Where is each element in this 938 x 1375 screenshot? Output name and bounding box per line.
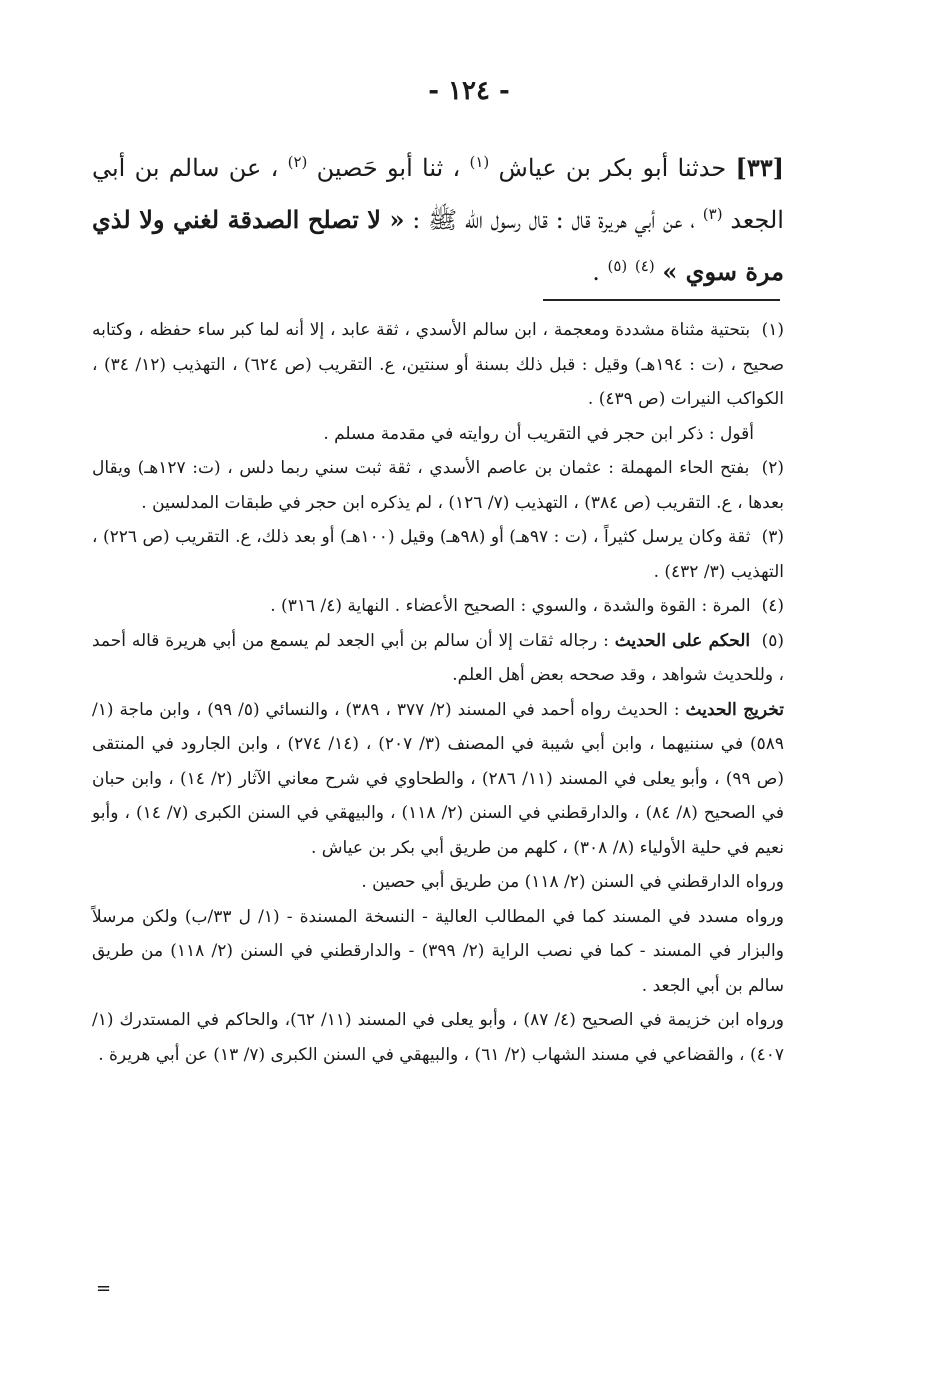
footnote-marker: (١) xyxy=(761,320,784,340)
footnote-marker: (٥) xyxy=(761,630,785,651)
footnote-5 xyxy=(92,624,784,693)
footnote-text: أقول : ذكر ابن حجر في التقريب أن روايته في مقدمة مسلم . xyxy=(323,423,754,444)
footnote-text: بتحتية مثناة مشددة ومعجمة ، ابن سالم الأسدي ، ثقة عابد ، إلا أنه لما كبر ساء حفظه ، وكتابه صحيح ، (ت : ١٩٤هـ) وقيل : قبل ذلك بسنة أو سنتين، ع. التقريب (ص ٦٢٤) ، التهذيب (١٢/ ٣٤) ، الكواكب النيرات (ص ٤٣٩) . xyxy=(92,320,784,409)
footnote-ref: (٢) xyxy=(287,153,308,171)
takhrij-heading: تخريج الحديث xyxy=(685,699,784,720)
footnote-marker: (٢) xyxy=(761,458,784,478)
page-number: - ١٢٤ - xyxy=(428,76,510,106)
hadith-quote: « لا تصلح الصدقة لغني ولا لذي مرة سوي » xyxy=(92,205,784,286)
takhrij-paragraph xyxy=(92,693,784,866)
footnote-heading: الحكم على الحديث xyxy=(614,630,751,651)
takhrij-paragraph xyxy=(92,865,784,900)
footnote-ref: (٤) xyxy=(634,257,655,275)
footnote-ref: (٣) xyxy=(702,205,723,223)
footnote-text: ورواه مسدد في المسند كما في المطالب العالية - النسخة المسندة - (١/ ل ٣٣/ب) ولكن مرسلاً والبزار في المسند - كما في نصب الراية (٢/ ٣٩٩) - والدارقطني في السنن (٢/ ١١٨) من طريق سالم بن أبي الجعد . xyxy=(92,906,784,996)
footnote-2 xyxy=(92,451,784,520)
footnote-marker: (٤) xyxy=(761,596,784,616)
footnote-ref: (٥) xyxy=(607,257,628,275)
hadith-text-part: حدثنا أبو بكر بن عياش xyxy=(498,154,727,182)
footnote-text: بفتح الحاء المهملة : عثمان بن عاصم الأسدي ، ثقة ثبت سني ربما دلس ، (ت: ١٢٧هـ) ويقال بعدها ، ع. التقريب (ص ٣٨٤) ، التهذيب (٧/ ١٢٦) ، لم يذكره ابن حجر في طبقات المدلسين . xyxy=(92,458,784,513)
footnote-text: : الحديث رواه أحمد في المسند (٢/ ٣٧٧ ، ٣٨٩) ، والنسائي (٥/ ٩٩) ، وابن ماجة (١/ ٥٨٩) في سننيهما ، وابن أبي شيبة في المصنف (٣/ ٢٠٧) ، (١٤/ ٢٧٤) ، وابن الجارود في المنتقى (ص ٩٩) ، وأبو يعلى في المسند (١١/ ٢٨٦) ، والطحاوي في شرح معاني الآثار (٢/ ١٤) ، وابن حبان في الصحيح (٨/ ٨٤) ، والدارقطني في السنن (٢/ ١١٨) ، والبيهقي في السنن الكبرى (٧/ ١٤) ، وأبو نعيم في حلية الأولياء (٨/ ٣٠٨) ، كلهم من طريق أبي بكر بن عياش . xyxy=(92,699,784,858)
hadith-number: [٣٣] xyxy=(735,153,784,182)
hadith-text-part: ، عن سالم بن أبي الجعد xyxy=(92,154,784,234)
footnote-1 xyxy=(92,313,784,417)
footnote-1-remark xyxy=(92,417,784,452)
hadith-text-part: ، عن أبي هريرة قال : قال رسول الله ﷺ : xyxy=(412,206,695,234)
footnote-4 xyxy=(92,589,784,624)
footnote-marker: (٣) xyxy=(761,527,785,547)
takhrij-paragraph xyxy=(92,1003,784,1072)
footnote-ref: (١) xyxy=(469,153,490,171)
footnote-text: ثقة وكان يرسل كثيراً ، (ت : ٩٧هـ) أو (٩٨هـ) وقيل (١٠٠هـ) أو بعد ذلك، ع. التقريب (ص ٢٢٦) ، التهذيب (٣/ ٤٣٢) . xyxy=(92,527,784,582)
hadith-text-part: ، ثنا أبو حَصين xyxy=(316,154,461,182)
footnote-3 xyxy=(92,520,784,589)
footnotes xyxy=(92,313,784,1072)
hadith-end: . xyxy=(592,258,600,286)
footnote-text: : رجاله ثقات إلا أن سالم بن أبي الجعد لم يسمع من أبي هريرة قاله أحمد ، وللحديث شواهد ، وقد صححه بعض أهل العلم. xyxy=(92,630,784,685)
footnote-text: ورواه ابن خزيمة في الصحيح (٤/ ٨٧) ، وأبو يعلى في المسند (١١/ ٦٢)، والحاكم في المستدرك (١/ ٤٠٧) ، والقضاعي في مسند الشهاب (٢/ ٦١) ، والبيهقي في السنن الكبرى (٧/ ١٣) عن أبي هريرة . xyxy=(92,1010,784,1065)
continuation-mark: = xyxy=(96,1278,112,1299)
hadith-text xyxy=(92,142,784,298)
footnote-text: المرة : القوة والشدة ، والسوي : الصحيح الأعضاء . النهاية (٤/ ٣١٦) . xyxy=(270,596,751,616)
footnote-separator xyxy=(543,299,780,301)
takhrij-paragraph xyxy=(92,900,784,1004)
footnote-text: ورواه الدارقطني في السنن (٢/ ١١٨) من طريق أبي حصين . xyxy=(361,872,784,892)
